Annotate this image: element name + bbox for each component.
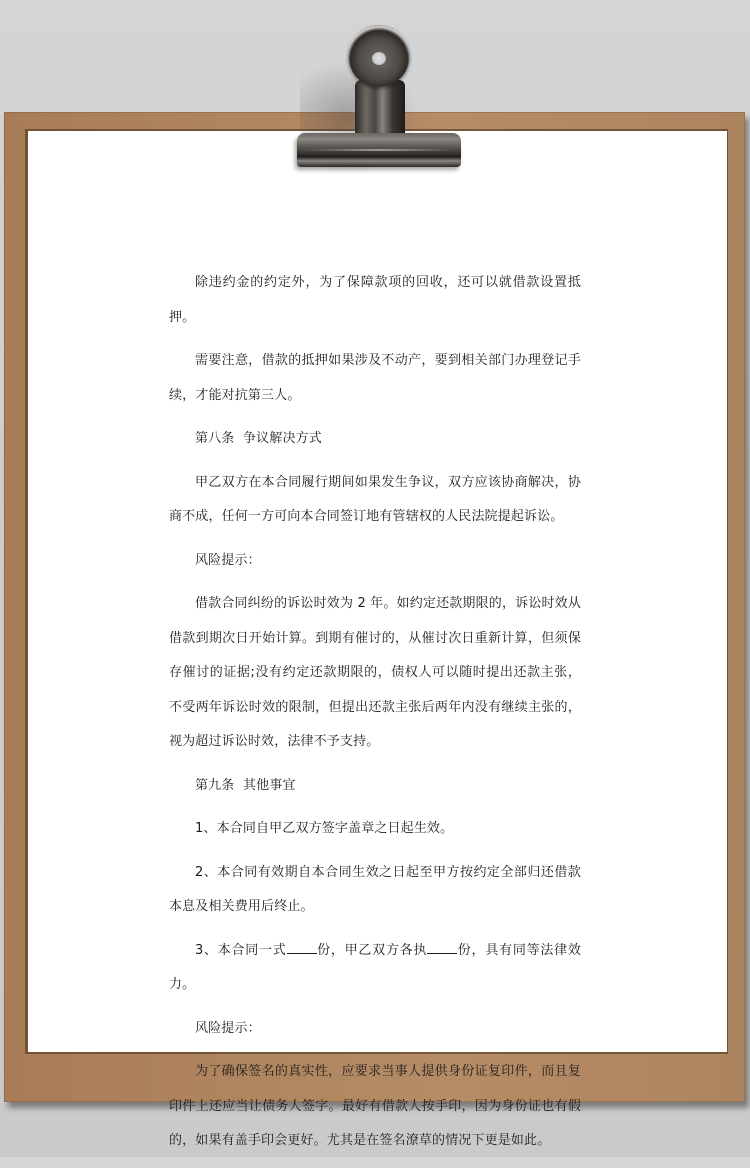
paragraph-mortgage-note: 需要注意，借款的抵押如果涉及不动产，要到相关部门办理登记手续，才能对抗第三人。 bbox=[169, 353, 581, 403]
clip-highlight bbox=[303, 149, 455, 151]
copies-each-blank[interactable] bbox=[427, 941, 457, 954]
article-9-heading: 第九条 其他事宜 bbox=[195, 777, 296, 793]
clause-3-prefix: 3、本合同一式 bbox=[195, 942, 287, 958]
clause-3-suffix: 份，具有同等法律效力。 bbox=[169, 942, 581, 992]
paragraph-mortgage-intro: 除违约金的约定外，为了保障款项的回收，还可以就借款设置抵押。 bbox=[169, 275, 581, 325]
clause-1-effective: 1、本合同自甲乙双方签字盖章之日起生效。 bbox=[195, 821, 454, 836]
clause-2-validity: 2、本合同有效期自本合同生效之日起至甲方按约定全部归还借款本息及相关费用后终止。 bbox=[169, 864, 581, 914]
article-8-heading: 第八条 争议解决方式 bbox=[195, 431, 322, 446]
risk-tip-label-2: 风险提示： bbox=[195, 1020, 261, 1036]
clip-hole bbox=[372, 52, 386, 65]
contract-document-body bbox=[169, 266, 581, 1168]
risk-tip-label-1: 风险提示： bbox=[195, 552, 261, 568]
paragraph-dispute-resolution: 甲乙双方在本合同履行期间如果发生争议，双方应该协商解决，协商不成，任何一方可向本合同签订地有管辖权的人民法院提起诉讼。 bbox=[169, 474, 581, 524]
clip-arm bbox=[355, 80, 405, 138]
clause-3-copies bbox=[169, 934, 581, 1003]
clause-3-middle: 份，甲乙双方各执 bbox=[316, 942, 428, 958]
copies-total-blank[interactable] bbox=[287, 941, 317, 954]
paragraph-limitation-period: 借款合同纠纷的诉讼时效为 2 年。如约定还款期限的，诉讼时效从借款到期次日开始计算。到期有催讨的，从催讨次日重新计算，但须保存催讨的证据;没有约定还款期限的，债权人可以随时提出还款主张，不受两年诉讼时效的限制，但提出还款主张后两年内没有继续主张的，视为超过诉讼时效，法律不予支持。 bbox=[169, 596, 581, 749]
paragraph-signature-authenticity: 为了确保签名的真实性，应要求当事人提供身份证复印件，而且复印件上还应当让债务人签字。最好有借款人按手印，因为身份证也有假的，如果有盖手印会更好。尤其是在签名潦草的情况下更是如此。 bbox=[169, 1064, 581, 1148]
